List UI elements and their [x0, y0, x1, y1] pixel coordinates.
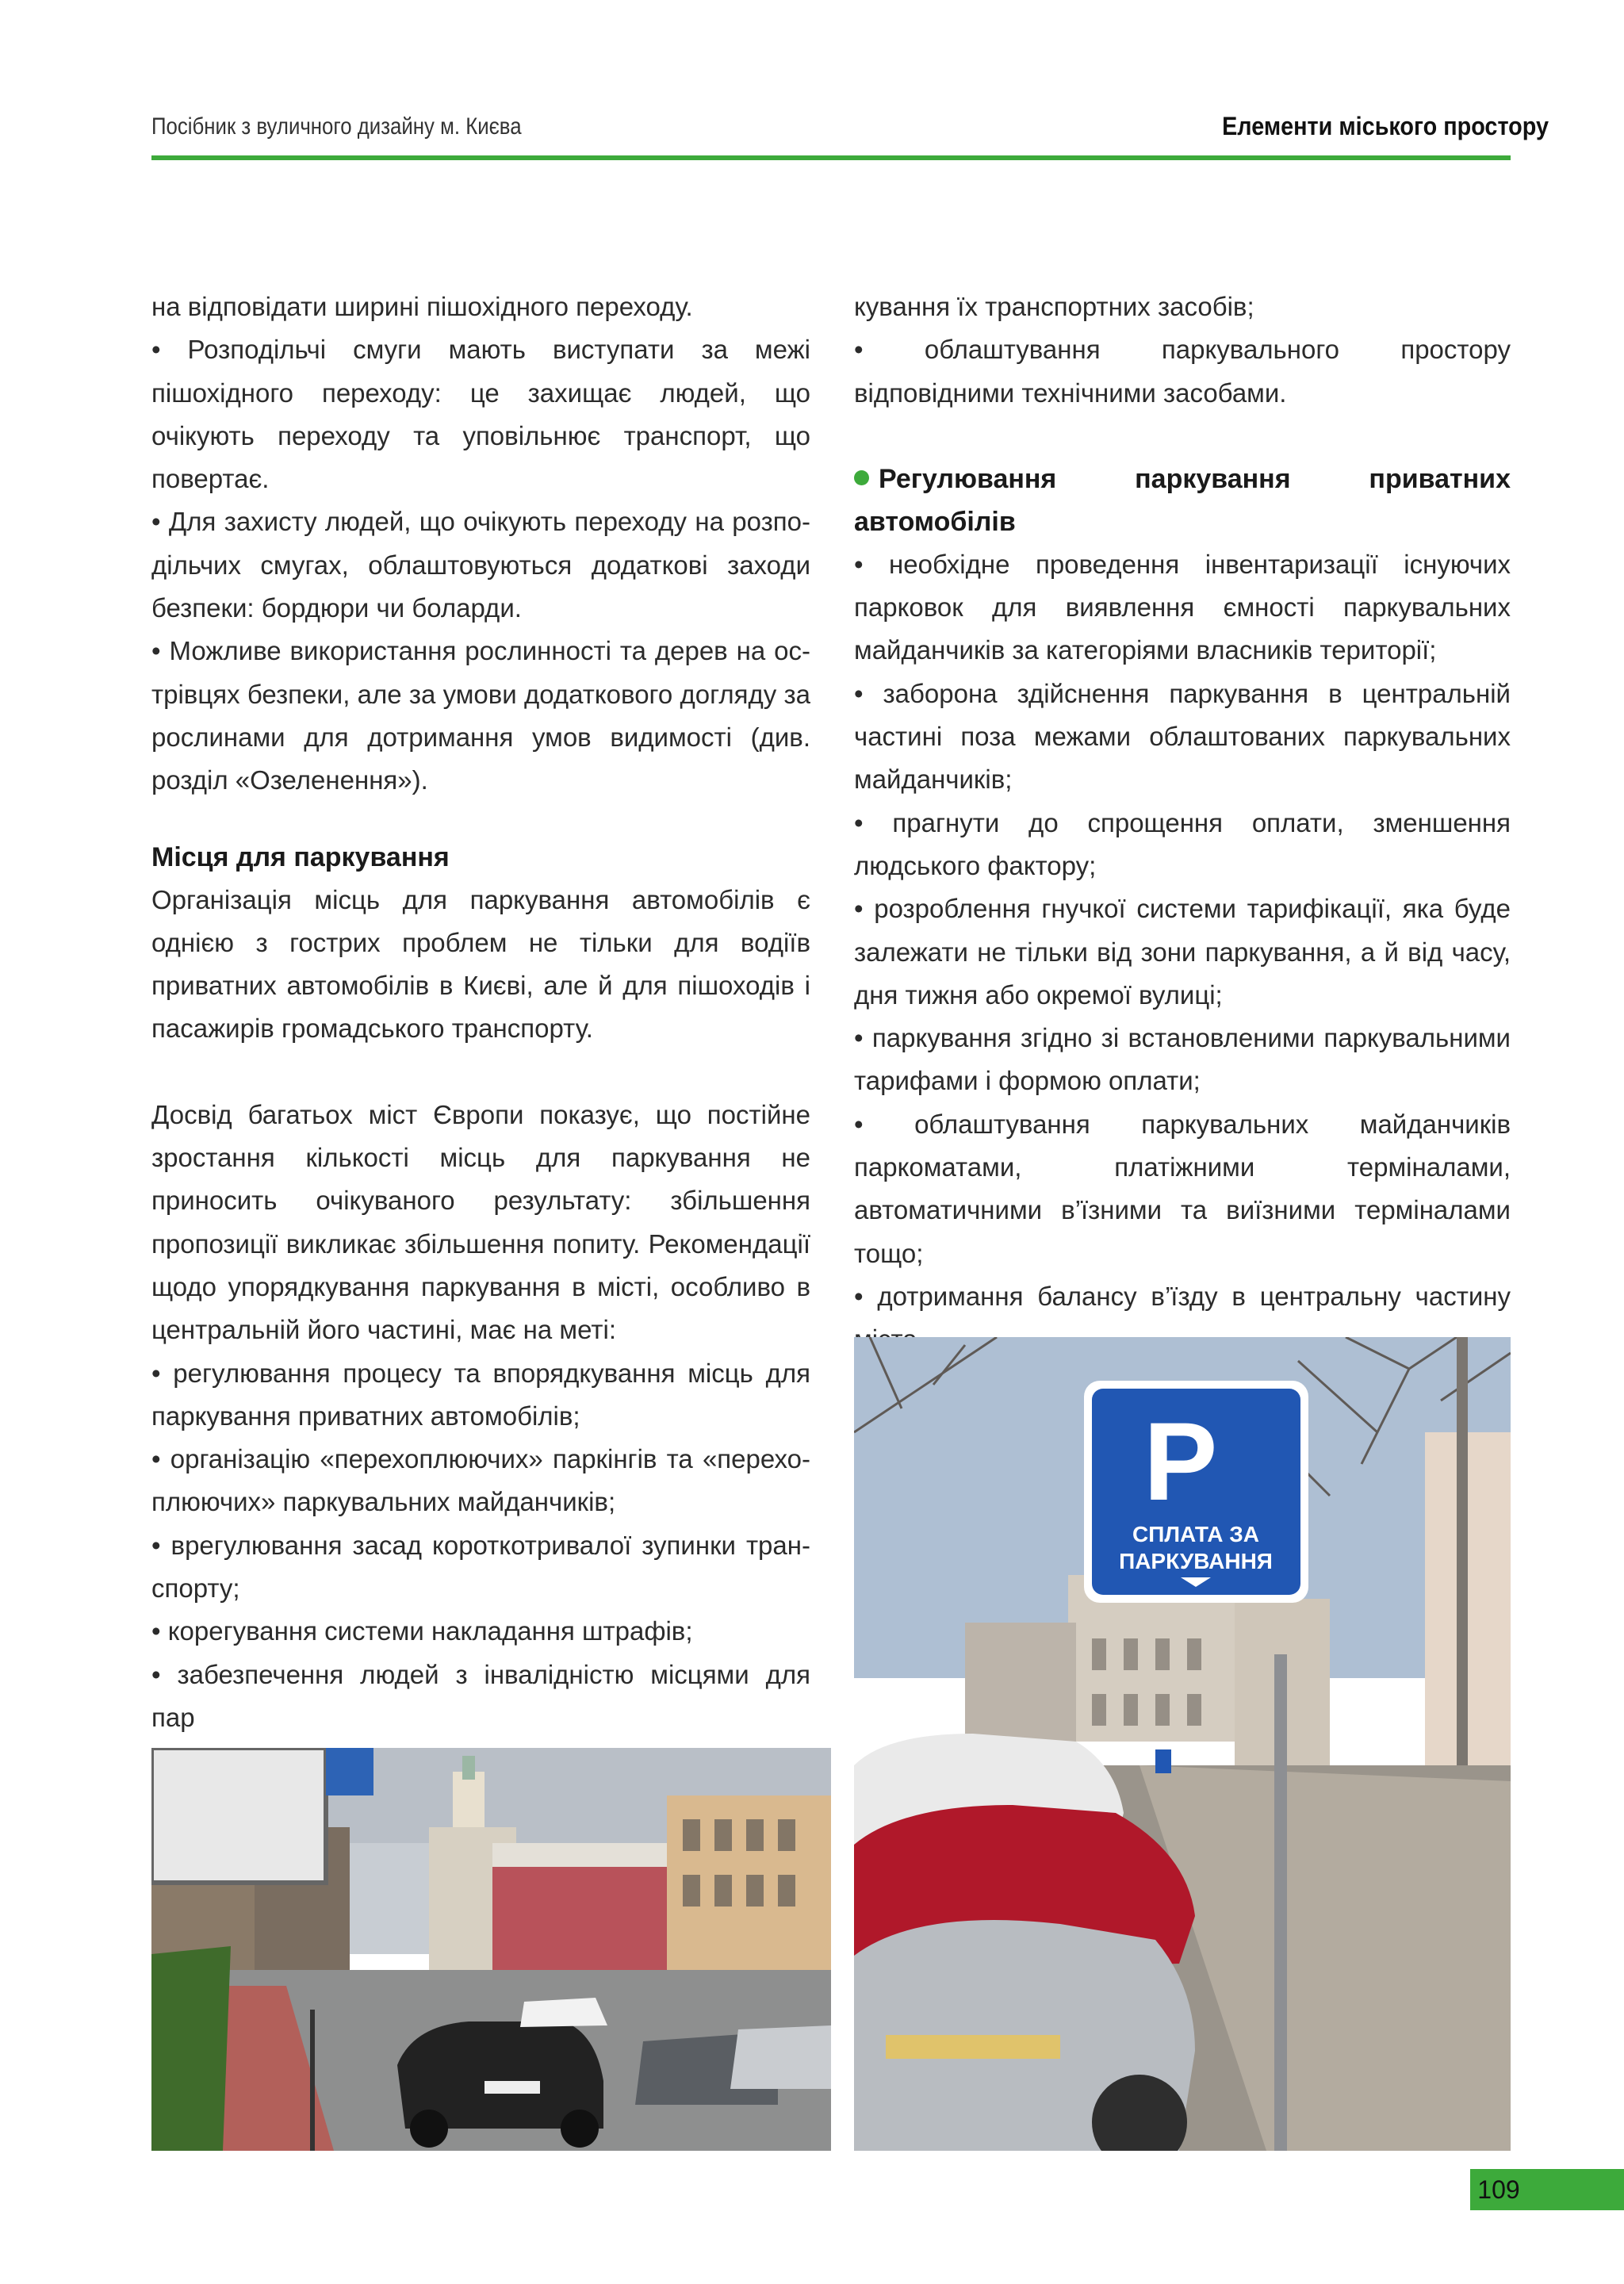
list-item: • регулювання процесу та впорядкування місць для паркування приватних автомобілів; [151, 1358, 810, 1431]
list-item: • заборона здійснення паркування в центральній частині поза межами облаштованих паркувальних майданчиків; [854, 678, 1511, 795]
page-number: 109 [1477, 2175, 1520, 2204]
section-heading-text: Регулювання паркування приватних автомобілів [854, 463, 1511, 537]
list-item: • корегування системи накладання штрафів; [151, 1616, 693, 1646]
photo-parking-sign [854, 1337, 1511, 2151]
list-item: • організацію «перехоплюючих» паркінгів та «перехоплюючих» паркувальних майданчиків; [151, 1444, 810, 1517]
paragraph: • облаштування паркувального простору відповідними технічними засобами. [854, 335, 1511, 408]
list-item: • забезпечення людей з інвалідністю місцями для пар [151, 1659, 810, 1732]
right-column [854, 286, 1511, 1490]
parking-sign-line1: СПЛАТА ЗА [1132, 1522, 1259, 1546]
paragraph: • Можливе використання рослинності та дерев на острівцях безпеки, але за умови додаткового догляду за рослинами для дотримання умов видимості (див. розділ «Озеленення»). [151, 636, 810, 795]
photo-kontraktova-square [151, 1748, 831, 2151]
list-item: • врегулювання засад короткотривалої зупинки транспорту; [151, 1530, 810, 1604]
paragraph: кування їх транспортних засобів; [854, 292, 1254, 321]
paragraph: • Для захисту людей, що очікують переходу на розподільчих смугах, облаштовуються додаткові заходи безпеки: бордюри чи боларди. [151, 507, 810, 623]
list-item: • розроблення гнучкої системи тарифікації, яка буде залежати не тільки від зони паркування, а й від часу, дня тижня або окремої вулиці; [854, 894, 1511, 1010]
list-item: • прагнути до спрощення оплати, зменшення людського фактору; [854, 807, 1511, 880]
section-heading: Місця для паркування [151, 841, 450, 872]
list-item: • необхідне проведення інвентаризації існуючих парковок для виявлення ємності паркувальних майданчиків за категоріями власників території; [854, 549, 1511, 665]
page-number-tab [1470, 2169, 1624, 2210]
parking-sign-letter: P [1143, 1399, 1218, 1523]
header-divider [151, 155, 1511, 160]
list-item: • облаштування паркувальних майданчиків паркоматами, платіжними терміналами, автоматичними в’їзними та виїзними терміналами тощо; [854, 1109, 1511, 1268]
paragraph: Досвід багатьох міст Європи показує, що постійне зростання кількості місць для паркування не приносить очікуваного результату: збільшення пропозиції викликає збільшення попиту. Рекомендації щодо упорядкування паркування в місті, особливо в центральній його частині, має на меті: [151, 1099, 810, 1345]
list-item: • дотримання балансу в’їзду в центральну частину [854, 1281, 1511, 1311]
paragraph: • Розподільчі смуги мають виступати за межі пішохідного переходу: це захищає людей, що очікують переходу та уповільнює транспорт, що повертає. [151, 335, 810, 494]
running-header-title: Посібник з вуличного дизайну м. Києва [151, 113, 522, 140]
paragraph: Організація місць для паркування автомобілів є однією з гострих проблем не тільки для водіїв приватних автомобілів в Києві, але й для пішоходів і пасажирів громадського транспорту. [151, 884, 810, 1044]
list-item: • паркування згідно зі встановленими паркувальними тарифами і формою оплати; [854, 1023, 1511, 1096]
bullet-dot-icon [854, 470, 869, 485]
paragraph: на відповідати ширині пішохідного переходу. [151, 292, 693, 321]
parking-sign-line2: ПАРКУВАННЯ [1119, 1549, 1273, 1573]
section-heading [854, 458, 1511, 543]
chapter-title: Елементи міського простору [1222, 112, 1549, 140]
left-column [151, 286, 810, 1853]
